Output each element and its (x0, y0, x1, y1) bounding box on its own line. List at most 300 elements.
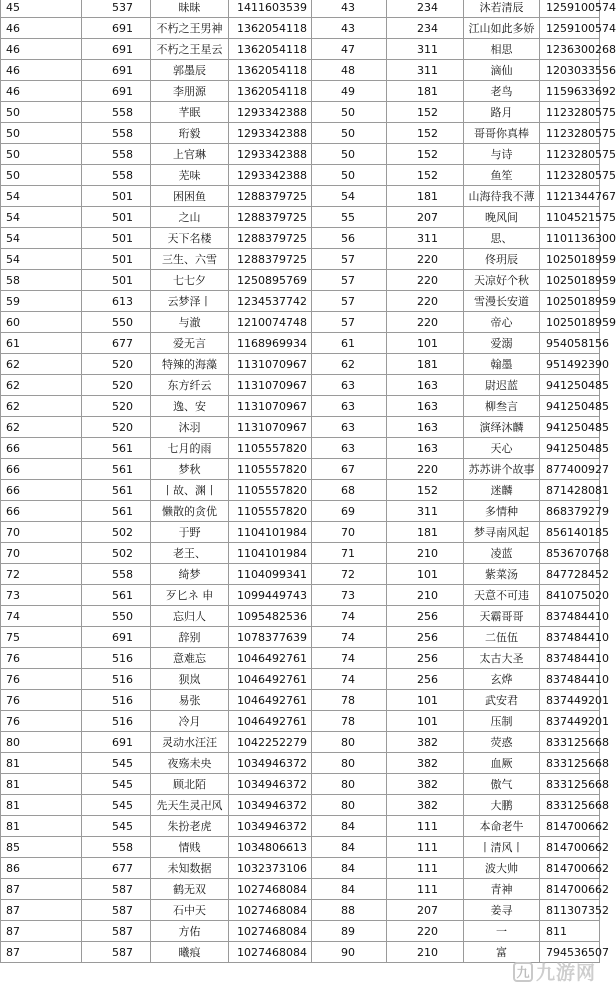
left-player-name-cell: 东方纤云 (151, 375, 229, 396)
left-rank-cell: 50 (1, 165, 82, 186)
table-row (1, 438, 600, 459)
right-power-cell: 814700662 (540, 858, 600, 879)
left-rank-cell: 66 (1, 438, 82, 459)
left-level-cell: 516 (82, 669, 151, 690)
right-power-cell: 837484410 (540, 669, 600, 690)
left-level-cell: 545 (82, 774, 151, 795)
left-rank-cell: 54 (1, 207, 82, 228)
left-rank-cell: 81 (1, 753, 82, 774)
right-power-cell: 814700662 (540, 879, 600, 900)
table-row (1, 228, 600, 249)
right-player-name-cell: 天凉好个秋 (464, 270, 540, 291)
table-row (1, 60, 600, 81)
left-rank-cell: 50 (1, 102, 82, 123)
table-row (1, 354, 600, 375)
left-level-cell: 502 (82, 522, 151, 543)
left-player-name-cell: 绮梦 (151, 564, 229, 585)
left-rank-cell: 73 (1, 585, 82, 606)
table-row (1, 669, 600, 690)
left-level-cell: 691 (82, 732, 151, 753)
ranking-table-body (1, 0, 616, 963)
left-rank-cell: 62 (1, 375, 82, 396)
right-level-cell: 163 (387, 438, 464, 459)
left-rank-cell: 62 (1, 396, 82, 417)
left-rank-cell: 81 (1, 795, 82, 816)
left-player-name-cell: 情贱 (151, 837, 229, 858)
right-player-name-cell: 沐若清辰 (464, 0, 540, 18)
left-player-name-cell: 曦痕 (151, 942, 229, 963)
right-rank-cell: 73 (312, 585, 387, 606)
left-level-cell: 691 (82, 60, 151, 81)
left-rank-cell: 70 (1, 522, 82, 543)
right-level-cell: 111 (387, 879, 464, 900)
right-player-name-cell: 苏苏讲个故事 (464, 459, 540, 480)
right-player-name-cell: 帝心 (464, 312, 540, 333)
left-power-cell: 1046492761 (229, 711, 312, 732)
right-player-name-cell: 哥哥你真棒 (464, 123, 540, 144)
right-rank-cell: 84 (312, 837, 387, 858)
table-row (1, 858, 600, 879)
left-player-name-cell: 天下名楼 (151, 228, 229, 249)
left-level-cell: 558 (82, 564, 151, 585)
right-player-name-cell: 多情种 (464, 501, 540, 522)
left-level-cell: 561 (82, 438, 151, 459)
right-rank-cell: 88 (312, 900, 387, 921)
left-rank-cell: 46 (1, 60, 82, 81)
right-level-cell: 163 (387, 396, 464, 417)
table-row (1, 879, 600, 900)
right-player-name-cell: 梦寻南风起 (464, 522, 540, 543)
table-row (1, 417, 600, 438)
right-level-cell: 311 (387, 39, 464, 60)
left-rank-cell: 54 (1, 228, 82, 249)
right-power-cell: 1025018959 (540, 249, 600, 270)
table-row (1, 501, 600, 522)
left-level-cell: 558 (82, 102, 151, 123)
right-player-name-cell: 本命老牛 (464, 816, 540, 837)
left-player-name-cell: 意难忘 (151, 648, 229, 669)
right-rank-cell: 50 (312, 123, 387, 144)
left-rank-cell: 62 (1, 354, 82, 375)
right-rank-cell: 50 (312, 165, 387, 186)
left-power-cell: 1034946372 (229, 816, 312, 837)
left-rank-cell: 87 (1, 921, 82, 942)
table-row (1, 459, 600, 480)
left-player-name-cell: 懒散的贪优 (151, 501, 229, 522)
left-level-cell: 558 (82, 165, 151, 186)
right-power-cell: 833125668 (540, 732, 600, 753)
left-power-cell: 1288379725 (229, 249, 312, 270)
left-rank-cell: 59 (1, 291, 82, 312)
right-rank-cell: 72 (312, 564, 387, 585)
right-power-cell: 1203033556 (540, 60, 600, 81)
right-level-cell: 101 (387, 564, 464, 585)
right-player-name-cell: 大鹏 (464, 795, 540, 816)
left-level-cell: 561 (82, 585, 151, 606)
left-power-cell: 1250895769 (229, 270, 312, 291)
left-level-cell: 550 (82, 606, 151, 627)
left-player-name-cell: 梦秋 (151, 459, 229, 480)
left-power-cell: 1131070967 (229, 375, 312, 396)
right-power-cell: 814700662 (540, 837, 600, 858)
left-level-cell: 561 (82, 501, 151, 522)
right-power-cell: 847728452 (540, 564, 600, 585)
left-level-cell: 691 (82, 627, 151, 648)
left-power-cell: 1046492761 (229, 669, 312, 690)
left-level-cell: 520 (82, 396, 151, 417)
left-power-cell: 1293342388 (229, 165, 312, 186)
left-player-name-cell: 李朋源 (151, 81, 229, 102)
right-power-cell: 941250485 (540, 417, 600, 438)
right-rank-cell: 80 (312, 732, 387, 753)
right-rank-cell: 48 (312, 60, 387, 81)
right-power-cell: 868379279 (540, 501, 600, 522)
left-level-cell: 545 (82, 795, 151, 816)
right-player-name-cell: 佟玥辰 (464, 249, 540, 270)
left-power-cell: 1078377639 (229, 627, 312, 648)
left-power-cell: 1046492761 (229, 690, 312, 711)
table-row (1, 396, 600, 417)
right-level-cell: 382 (387, 795, 464, 816)
right-power-cell: 941250485 (540, 396, 600, 417)
left-level-cell: 677 (82, 858, 151, 879)
right-level-cell: 111 (387, 858, 464, 879)
left-power-cell: 1027468084 (229, 942, 312, 963)
table-row (1, 270, 600, 291)
right-player-name-cell: 压制 (464, 711, 540, 732)
right-player-name-cell: 滴仙 (464, 60, 540, 81)
right-level-cell: 163 (387, 417, 464, 438)
left-player-name-cell: 顾北陌 (151, 774, 229, 795)
right-power-cell: 837484410 (540, 648, 600, 669)
right-power-cell: 837484410 (540, 627, 600, 648)
left-rank-cell: 76 (1, 648, 82, 669)
right-level-cell: 207 (387, 207, 464, 228)
left-power-cell: 1288379725 (229, 207, 312, 228)
left-power-cell: 1362054118 (229, 81, 312, 102)
left-power-cell: 1034946372 (229, 774, 312, 795)
left-rank-cell: 81 (1, 816, 82, 837)
right-power-cell: 1025018959 (540, 312, 600, 333)
left-level-cell: 501 (82, 207, 151, 228)
right-player-name-cell: 青神 (464, 879, 540, 900)
left-power-cell: 1293342388 (229, 144, 312, 165)
right-power-cell: 954058156 (540, 333, 600, 354)
right-level-cell: 210 (387, 942, 464, 963)
left-level-cell: 558 (82, 123, 151, 144)
left-power-cell: 1046492761 (229, 648, 312, 669)
left-rank-cell: 45 (1, 0, 82, 18)
table-row (1, 921, 600, 942)
left-power-cell: 1034946372 (229, 795, 312, 816)
right-power-cell: 841075020 (540, 585, 600, 606)
table-row (1, 0, 600, 18)
right-player-name-cell: 爱溺 (464, 333, 540, 354)
table-row (1, 543, 600, 564)
left-power-cell: 1411603539 (229, 0, 312, 18)
left-rank-cell: 50 (1, 123, 82, 144)
right-player-name-cell: 荧惑 (464, 732, 540, 753)
right-level-cell: 256 (387, 627, 464, 648)
left-level-cell: 691 (82, 18, 151, 39)
left-rank-cell: 74 (1, 606, 82, 627)
right-power-cell: 1259100574 (540, 18, 600, 39)
table-row (1, 564, 600, 585)
table-row (1, 144, 600, 165)
table-row (1, 585, 600, 606)
table-row (1, 333, 600, 354)
right-level-cell: 220 (387, 249, 464, 270)
right-player-name-cell: 天心 (464, 438, 540, 459)
left-rank-cell: 80 (1, 732, 82, 753)
right-player-name-cell: 二伍伍 (464, 627, 540, 648)
right-level-cell: 152 (387, 144, 464, 165)
left-power-cell: 1288379725 (229, 228, 312, 249)
left-rank-cell: 76 (1, 669, 82, 690)
left-player-name-cell: 于野 (151, 522, 229, 543)
table-row (1, 900, 600, 921)
left-level-cell: 537 (82, 0, 151, 18)
watermark-logo-icon (513, 962, 533, 982)
right-rank-cell: 74 (312, 606, 387, 627)
right-player-name-cell: 血厥 (464, 753, 540, 774)
left-power-cell: 1362054118 (229, 60, 312, 81)
left-player-name-cell: 七七夕 (151, 270, 229, 291)
right-player-name-cell: 傲气 (464, 774, 540, 795)
right-player-name-cell: 老鸟 (464, 81, 540, 102)
left-player-name-cell: 沐羽 (151, 417, 229, 438)
left-rank-cell: 46 (1, 81, 82, 102)
left-rank-cell: 85 (1, 837, 82, 858)
watermark-logo-char: 九 (516, 966, 530, 981)
right-rank-cell: 74 (312, 627, 387, 648)
left-power-cell: 1168969934 (229, 333, 312, 354)
right-power-cell: 877400927 (540, 459, 600, 480)
left-power-cell: 1104101984 (229, 543, 312, 564)
right-rank-cell: 80 (312, 795, 387, 816)
left-player-name-cell: 夜殇未央 (151, 753, 229, 774)
right-rank-cell: 61 (312, 333, 387, 354)
table-row (1, 186, 600, 207)
right-rank-cell: 90 (312, 942, 387, 963)
right-rank-cell: 57 (312, 291, 387, 312)
left-power-cell: 1210074748 (229, 312, 312, 333)
left-player-name-cell: 忘归人 (151, 606, 229, 627)
right-level-cell: 163 (387, 375, 464, 396)
right-power-cell: 1123280575 (540, 165, 600, 186)
table-row (1, 375, 600, 396)
left-level-cell: 587 (82, 879, 151, 900)
right-level-cell: 207 (387, 900, 464, 921)
right-level-cell: 181 (387, 522, 464, 543)
left-power-cell: 1105557820 (229, 459, 312, 480)
left-level-cell: 501 (82, 270, 151, 291)
right-power-cell: 811307352 (540, 900, 600, 921)
left-power-cell: 1293342388 (229, 123, 312, 144)
right-level-cell: 256 (387, 648, 464, 669)
right-player-name-cell: 江山如此多娇 (464, 18, 540, 39)
left-rank-cell: 76 (1, 711, 82, 732)
right-level-cell: 256 (387, 606, 464, 627)
right-level-cell: 382 (387, 774, 464, 795)
watermark-text: 九游网 (535, 962, 596, 984)
left-level-cell: 545 (82, 816, 151, 837)
right-power-cell: 1121344767 (540, 186, 600, 207)
right-player-name-cell: 晚风间 (464, 207, 540, 228)
left-power-cell: 1105557820 (229, 438, 312, 459)
right-rank-cell: 57 (312, 270, 387, 291)
right-rank-cell: 49 (312, 81, 387, 102)
right-player-name-cell: 鱼笙 (464, 165, 540, 186)
right-rank-cell: 63 (312, 438, 387, 459)
right-rank-cell: 70 (312, 522, 387, 543)
right-power-cell: 856140185 (540, 522, 600, 543)
left-player-name-cell: 上官琳 (151, 144, 229, 165)
left-player-name-cell: 珩毅 (151, 123, 229, 144)
left-player-name-cell: 不朽之王星云 (151, 39, 229, 60)
left-power-cell: 1362054118 (229, 39, 312, 60)
right-level-cell: 311 (387, 60, 464, 81)
right-rank-cell: 63 (312, 396, 387, 417)
right-power-cell: 1104521575 (540, 207, 600, 228)
left-player-name-cell: 歹匕ネ 申 (151, 585, 229, 606)
left-rank-cell: 54 (1, 249, 82, 270)
left-rank-cell: 87 (1, 879, 82, 900)
right-rank-cell: 47 (312, 39, 387, 60)
right-level-cell: 220 (387, 312, 464, 333)
right-power-cell: 1101136300 (540, 228, 600, 249)
right-power-cell: 951492390 (540, 354, 600, 375)
right-rank-cell: 74 (312, 669, 387, 690)
table-row (1, 627, 600, 648)
left-level-cell: 501 (82, 186, 151, 207)
right-power-cell: 837484410 (540, 606, 600, 627)
left-level-cell: 691 (82, 81, 151, 102)
left-player-name-cell: 朱扮老虎 (151, 816, 229, 837)
left-level-cell: 587 (82, 921, 151, 942)
left-power-cell: 1104101984 (229, 522, 312, 543)
left-level-cell: 516 (82, 711, 151, 732)
left-level-cell: 587 (82, 942, 151, 963)
right-level-cell: 220 (387, 459, 464, 480)
right-player-name-cell: 山海待我不薄 (464, 186, 540, 207)
left-rank-cell: 58 (1, 270, 82, 291)
right-power-cell: 853670768 (540, 543, 600, 564)
left-power-cell: 1131070967 (229, 396, 312, 417)
left-player-name-cell: 之山 (151, 207, 229, 228)
left-power-cell: 1042252279 (229, 732, 312, 753)
right-player-name-cell: 柳叁言 (464, 396, 540, 417)
right-level-cell: 220 (387, 291, 464, 312)
left-power-cell: 1288379725 (229, 186, 312, 207)
left-level-cell: 677 (82, 333, 151, 354)
table-row (1, 102, 600, 123)
left-power-cell: 1105557820 (229, 501, 312, 522)
right-level-cell: 382 (387, 732, 464, 753)
table-row (1, 123, 600, 144)
right-power-cell: 941250485 (540, 375, 600, 396)
left-player-name-cell: 先天生灵卍风 (151, 795, 229, 816)
right-rank-cell: 50 (312, 144, 387, 165)
right-power-cell: 1159633692 (540, 81, 600, 102)
right-rank-cell: 43 (312, 0, 387, 18)
right-player-name-cell: 尉迟蓝 (464, 375, 540, 396)
table-row (1, 522, 600, 543)
right-level-cell: 311 (387, 501, 464, 522)
right-rank-cell: 84 (312, 879, 387, 900)
right-power-cell: 833125668 (540, 774, 600, 795)
table-row (1, 207, 600, 228)
right-level-cell: 152 (387, 480, 464, 501)
right-power-cell: 1236300268 (540, 39, 600, 60)
right-rank-cell: 84 (312, 816, 387, 837)
right-power-cell: 1025018959 (540, 291, 600, 312)
right-power-cell: 837449201 (540, 690, 600, 711)
left-player-name-cell: 云梦泽丨 (151, 291, 229, 312)
table-row (1, 249, 600, 270)
right-power-cell: 814700662 (540, 816, 600, 837)
left-rank-cell: 72 (1, 564, 82, 585)
right-power-cell: 833125668 (540, 753, 600, 774)
table-row (1, 18, 600, 39)
left-rank-cell: 76 (1, 690, 82, 711)
table-row (1, 648, 600, 669)
left-rank-cell: 75 (1, 627, 82, 648)
right-power-cell: 1025018959 (540, 270, 600, 291)
left-power-cell: 1131070967 (229, 354, 312, 375)
right-player-name-cell: 姜寻 (464, 900, 540, 921)
left-rank-cell: 60 (1, 312, 82, 333)
table-row (1, 39, 600, 60)
left-rank-cell: 86 (1, 858, 82, 879)
right-rank-cell: 78 (312, 690, 387, 711)
left-player-name-cell: 丨故、渊丨 (151, 480, 229, 501)
left-player-name-cell: 昧昧 (151, 0, 229, 18)
right-rank-cell: 63 (312, 375, 387, 396)
right-level-cell: 382 (387, 753, 464, 774)
right-power-cell: 1123280575 (540, 144, 600, 165)
left-rank-cell: 54 (1, 186, 82, 207)
right-player-name-cell: 相思 (464, 39, 540, 60)
table-row (1, 837, 600, 858)
left-level-cell: 558 (82, 144, 151, 165)
right-level-cell: 181 (387, 354, 464, 375)
left-player-name-cell: 芊眠 (151, 102, 229, 123)
left-player-name-cell: 易张 (151, 690, 229, 711)
right-level-cell: 181 (387, 81, 464, 102)
table-row (1, 312, 600, 333)
right-player-name-cell: 富 (464, 942, 540, 963)
left-rank-cell: 87 (1, 942, 82, 963)
right-rank-cell: 43 (312, 18, 387, 39)
table-row (1, 753, 600, 774)
right-level-cell: 111 (387, 816, 464, 837)
right-power-cell: 1259100574 (540, 0, 600, 18)
left-power-cell: 1293342388 (229, 102, 312, 123)
left-rank-cell: 87 (1, 900, 82, 921)
left-power-cell: 1105557820 (229, 480, 312, 501)
left-power-cell: 1362054118 (229, 18, 312, 39)
right-player-name-cell: 思、 (464, 228, 540, 249)
right-player-name-cell: 太古大圣 (464, 648, 540, 669)
right-rank-cell: 78 (312, 711, 387, 732)
right-level-cell: 234 (387, 0, 464, 18)
left-power-cell: 1027468084 (229, 879, 312, 900)
table-row (1, 816, 600, 837)
left-level-cell: 613 (82, 291, 151, 312)
left-player-name-cell: 七月的雨 (151, 438, 229, 459)
right-rank-cell: 84 (312, 858, 387, 879)
